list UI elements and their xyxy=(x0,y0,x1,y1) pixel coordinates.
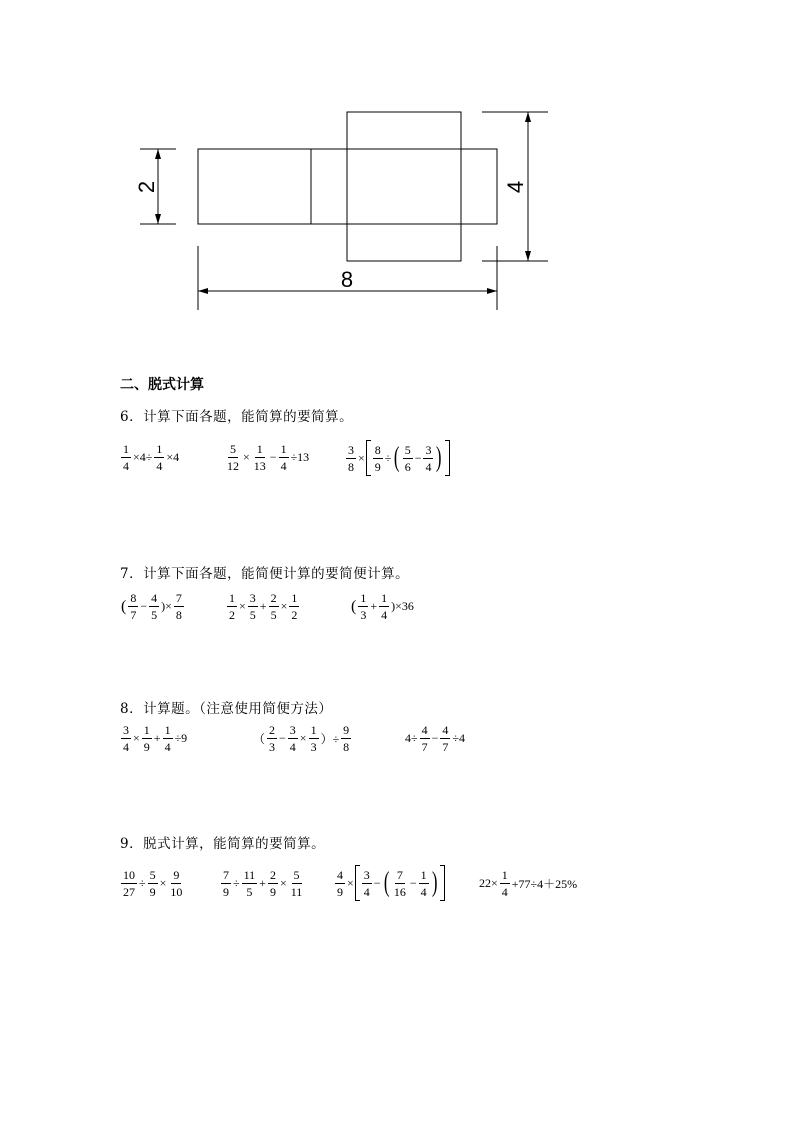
operator: + xyxy=(153,731,161,745)
fraction-numerator: 1 xyxy=(164,723,171,737)
fraction-denominator: 8 xyxy=(348,459,354,474)
fraction xyxy=(309,724,319,753)
fraction-numerator: 3 xyxy=(289,723,296,737)
large-parenthesis: ) xyxy=(431,867,438,898)
fraction xyxy=(242,869,258,898)
fraction xyxy=(288,724,298,753)
square-bracket xyxy=(355,865,360,901)
question-instruction: 计算题。（注意使用简便方法） xyxy=(143,701,333,717)
fraction-numerator: 1 xyxy=(291,591,298,605)
operator: ÷ xyxy=(233,876,240,890)
fraction-numerator: 1 xyxy=(143,723,150,737)
question-6-text xyxy=(120,405,353,425)
operator: − xyxy=(279,731,286,745)
operator: − xyxy=(269,450,277,464)
q6-expr-a xyxy=(120,443,180,472)
fraction-denominator: 12 xyxy=(227,459,239,473)
fraction xyxy=(267,724,277,753)
operator: × xyxy=(239,599,246,613)
fraction-numerator: 1 xyxy=(310,723,317,737)
operator: × xyxy=(299,731,307,745)
fraction-denominator: 7 xyxy=(421,740,428,754)
fraction-numerator: 3 xyxy=(348,442,354,457)
fraction-numerator: 4 xyxy=(337,867,343,882)
fraction-denominator: 7 xyxy=(130,608,137,622)
fraction-numerator: 2 xyxy=(270,591,277,605)
large-parenthesis: ( xyxy=(394,442,400,473)
fraction-denominator: 9 xyxy=(337,884,343,899)
operator: × xyxy=(159,876,167,890)
fraction-denominator: 27 xyxy=(123,885,135,899)
q8-expr-a xyxy=(120,724,188,753)
fraction-numerator: 5 xyxy=(149,868,156,882)
q8-expr-b xyxy=(252,724,352,753)
fraction-numerator: 9 xyxy=(343,723,350,737)
fraction-numerator: 3 xyxy=(123,723,129,737)
q9-expr-c xyxy=(334,865,445,901)
fraction-denominator: 4 xyxy=(289,740,296,754)
fraction xyxy=(225,443,241,472)
fraction-denominator: 3 xyxy=(310,740,317,754)
fraction xyxy=(289,869,305,898)
q7-expr-b xyxy=(226,592,300,621)
fraction xyxy=(149,592,159,621)
fraction xyxy=(174,592,184,621)
fraction xyxy=(341,724,351,753)
operator: × xyxy=(279,876,287,890)
fraction xyxy=(148,869,158,898)
operator: + xyxy=(370,599,378,613)
fraction-denominator: 11 xyxy=(290,885,303,899)
fraction-denominator: 5 xyxy=(246,885,253,899)
fraction xyxy=(500,869,510,898)
fraction-numerator: 1 xyxy=(156,442,163,456)
fraction xyxy=(373,444,383,473)
fraction-numerator: 1 xyxy=(381,591,388,605)
q8-expr-c xyxy=(404,724,466,753)
question-number: 8． xyxy=(120,701,144,717)
large-parenthesis: ( xyxy=(383,867,390,898)
fraction-numerator: 1 xyxy=(501,868,508,882)
operator: ÷ xyxy=(384,450,392,465)
q6-expr-c xyxy=(345,440,450,476)
section-title: 二、脱式计算 xyxy=(120,377,204,393)
fraction-denominator: 8 xyxy=(175,608,182,622)
fraction xyxy=(154,443,164,472)
fraction xyxy=(248,592,258,621)
fraction xyxy=(163,724,173,753)
q9-expr-a xyxy=(120,869,185,898)
fraction-denominator: 2 xyxy=(291,608,298,622)
operator: ×4 xyxy=(166,450,180,464)
fraction xyxy=(379,592,389,621)
fraction-denominator: 3 xyxy=(360,608,367,622)
fraction-denominator: 5 xyxy=(270,608,277,622)
fraction xyxy=(346,444,356,473)
fraction-numerator: 4 xyxy=(442,723,449,737)
fraction xyxy=(419,869,429,898)
operator: ÷ xyxy=(139,876,146,890)
operator: )×36 xyxy=(391,599,414,613)
fraction-denominator: 9 xyxy=(143,740,150,754)
fraction xyxy=(268,869,278,898)
fraction-numerator: 7 xyxy=(396,867,403,882)
question-9-text xyxy=(120,832,325,852)
square-bracket xyxy=(366,440,371,476)
operator: ）÷ xyxy=(320,732,340,746)
fraction-numerator: 8 xyxy=(374,442,381,457)
box-net-figure xyxy=(0,0,794,330)
q7-expr-a xyxy=(120,592,185,621)
fraction xyxy=(168,869,184,898)
dimension-label-4: 4 xyxy=(503,180,528,194)
fraction-numerator: 5 xyxy=(404,442,411,457)
operator: × xyxy=(133,731,140,745)
fraction-numerator: 1 xyxy=(256,442,263,456)
fraction-numerator: 11 xyxy=(243,868,256,882)
question-7-text xyxy=(120,562,409,582)
fraction xyxy=(252,443,268,472)
fraction-denominator: 9 xyxy=(223,885,229,899)
operator: +77÷4＋25% xyxy=(511,877,578,891)
question-number: 9． xyxy=(120,836,144,852)
operator: × xyxy=(347,875,354,890)
fraction-numerator: 3 xyxy=(363,867,370,882)
fraction-numerator: 5 xyxy=(230,442,236,456)
question-8-text xyxy=(120,697,332,717)
fraction-numerator: 10 xyxy=(123,868,135,882)
question-number: 7． xyxy=(120,566,144,582)
operator: × xyxy=(358,450,365,465)
operator: + xyxy=(259,876,266,890)
fraction-denominator: 5 xyxy=(249,608,256,622)
q9-expr-b xyxy=(220,869,305,898)
fraction-denominator: 4 xyxy=(420,884,427,899)
fraction-denominator: 4 xyxy=(123,740,129,754)
fraction xyxy=(440,724,450,753)
fraction xyxy=(269,592,279,621)
fraction-denominator: 8 xyxy=(343,740,350,754)
fraction xyxy=(279,443,289,472)
fraction-numerator: 8 xyxy=(130,591,137,605)
fraction-numerator: 9 xyxy=(173,868,180,882)
fraction xyxy=(121,724,131,753)
square-bracket xyxy=(440,865,445,901)
fraction-denominator: 4 xyxy=(363,884,370,899)
operator: − xyxy=(431,731,439,745)
fraction xyxy=(121,869,137,898)
q6-expr-b xyxy=(224,443,310,472)
large-parenthesis: ) xyxy=(436,442,442,473)
fraction xyxy=(227,592,237,621)
q9-expr-d xyxy=(478,869,578,898)
q7-expr-c xyxy=(350,592,415,621)
fraction-denominator: 3 xyxy=(269,740,276,754)
operator: （ xyxy=(253,732,266,746)
fraction xyxy=(121,443,131,472)
fraction-numerator: 7 xyxy=(223,868,229,882)
fraction-denominator: 5 xyxy=(151,608,158,622)
fraction xyxy=(289,592,299,621)
operator: ×4÷ xyxy=(133,450,153,464)
operator: − xyxy=(414,450,422,465)
fraction-numerator: 1 xyxy=(123,442,129,456)
fraction-numerator: 1 xyxy=(229,591,235,605)
net-top-bottom-rectangle xyxy=(347,112,461,261)
fraction-denominator: 4 xyxy=(280,459,287,473)
fraction-denominator: 10 xyxy=(170,885,183,899)
fraction xyxy=(420,724,430,753)
fraction-numerator: 3 xyxy=(425,442,432,457)
fraction-denominator: 9 xyxy=(374,459,381,474)
fraction-numerator: 2 xyxy=(269,868,276,882)
operator: − xyxy=(140,599,148,613)
fraction-numerator: 4 xyxy=(421,723,428,737)
fraction xyxy=(358,592,368,621)
fraction xyxy=(335,869,345,898)
dimension-label-8: 8 xyxy=(340,267,354,292)
fraction-numerator: 4 xyxy=(151,591,158,605)
operator: 4÷ xyxy=(405,731,418,745)
fraction-numerator: 5 xyxy=(293,868,300,882)
fraction-numerator: 1 xyxy=(280,442,287,456)
fraction-denominator: 13 xyxy=(253,459,266,473)
operator: × xyxy=(280,599,288,613)
question-instruction: 脱式计算，能简算的要简算。 xyxy=(143,836,326,852)
fraction-numerator: 7 xyxy=(175,591,182,605)
fraction-denominator: 4 xyxy=(381,608,388,622)
operator: ÷4 xyxy=(452,731,465,745)
question-instruction: 计算下面各题，能简便计算的要简便计算。 xyxy=(143,566,410,582)
fraction-denominator: 4 xyxy=(123,459,129,473)
fraction-denominator: 9 xyxy=(269,885,276,899)
fraction-denominator: 7 xyxy=(442,740,449,754)
operator: ( xyxy=(121,597,127,615)
fraction-numerator: 2 xyxy=(269,723,276,737)
fraction xyxy=(128,592,138,621)
square-bracket xyxy=(445,440,450,476)
operator: ÷9 xyxy=(174,731,188,745)
fraction-numerator: 1 xyxy=(420,867,427,882)
fraction xyxy=(362,869,372,898)
operator: ÷13 xyxy=(290,450,310,464)
fraction-denominator: 2 xyxy=(229,608,235,622)
fraction-denominator: 4 xyxy=(164,740,171,754)
fraction-denominator: 9 xyxy=(149,885,156,899)
fraction-denominator: 6 xyxy=(404,459,411,474)
operator: − xyxy=(409,875,417,890)
operator: 22× xyxy=(479,876,498,890)
fraction-numerator: 1 xyxy=(360,591,367,605)
question-instruction: 计算下面各题，能简算的要简算。 xyxy=(143,409,354,425)
fraction-numerator: 3 xyxy=(249,591,256,605)
fraction xyxy=(392,869,408,898)
fraction-denominator: 16 xyxy=(393,884,406,899)
fraction xyxy=(423,444,433,473)
dimension-label-2: 2 xyxy=(134,180,159,194)
fraction-denominator: 4 xyxy=(501,885,508,899)
operator: ( xyxy=(351,597,357,615)
fraction-denominator: 4 xyxy=(156,459,163,473)
fraction xyxy=(221,869,231,898)
operator: − xyxy=(373,875,381,890)
question-number: 6． xyxy=(120,409,144,425)
operator: × xyxy=(243,450,250,464)
fraction-denominator: 4 xyxy=(425,459,432,474)
operator: )× xyxy=(161,599,172,613)
fraction xyxy=(142,724,152,753)
fraction xyxy=(403,444,413,473)
operator: + xyxy=(259,599,267,613)
